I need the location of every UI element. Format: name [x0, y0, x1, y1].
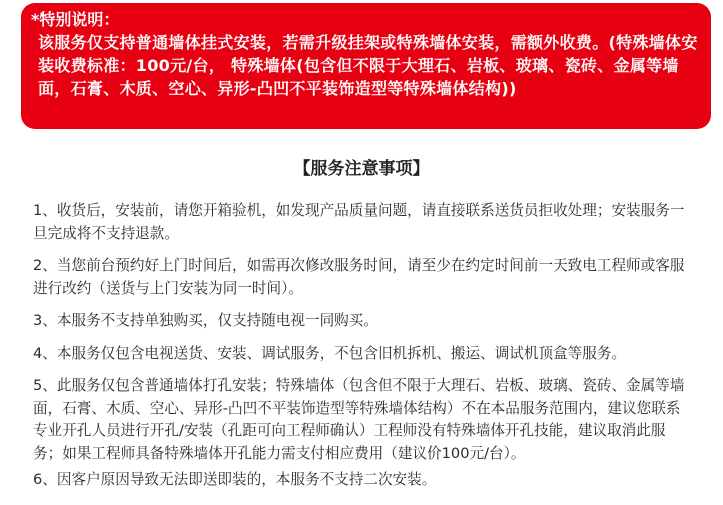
notice-title: *特别说明： — [31, 10, 120, 29]
list-item: 2、当您前台预约好上门时间后，如需再次修改服务时间，请至少在约定时间前一天致电工程师或客服进行改约（送货与上门安装为同一时间）。 — [33, 257, 685, 297]
notice-body: 该服务仅支持普通墙体挂式安装，若需升级挂架或特殊墙体安装，需额外收费。(特殊墙体安装收费标准：100元/台， 特殊墙体(包含但不限于大理石、岩板、玻璃、瓷砖、金属等墙面，石膏、木质、空心、异形-凸凹不平装饰造型等特殊墙体结构)) — [38, 33, 698, 98]
list-item: 3、本服务不支持单独购买，仅支持随电视一同购买。 — [33, 312, 378, 329]
list-item: 1、收货后，安装前，请您开箱验机，如发现产品质量问题，请直接联系送货员拒收处理；安装服务一旦完成将不支持退款。 — [33, 202, 685, 242]
list-item: 4、本服务仅包含电视送货、安装、调试服务，不包含旧机拆机、搬运、调试机顶盒等服务。 — [33, 344, 627, 362]
section-heading: 【服务注意事项】 — [293, 159, 430, 179]
list-item: 6、因客户原因导致无法即送即装的，本服务不支持二次安装。 — [33, 471, 437, 488]
list-item: 5、此服务仅包含普通墙体打孔安装；特殊墙体（包含但不限于大理石、岩板、玻璃、瓷砖、金属等墙面，石膏、木质、空心、异形-凸凹不平装饰造型等特殊墙体结构）不在本品服务范围内，建议您联系专业开孔人员进行开孔/安装（孔距可向工程师确认）工程师没有特殊墙体开孔技能，建议取消此服务；如果工程师具备特殊墙体开孔能力需支付相应费用（建议价100元/台）。 — [33, 377, 685, 462]
service-notes-list — [33, 200, 688, 502]
special-notice-box — [21, 3, 711, 129]
